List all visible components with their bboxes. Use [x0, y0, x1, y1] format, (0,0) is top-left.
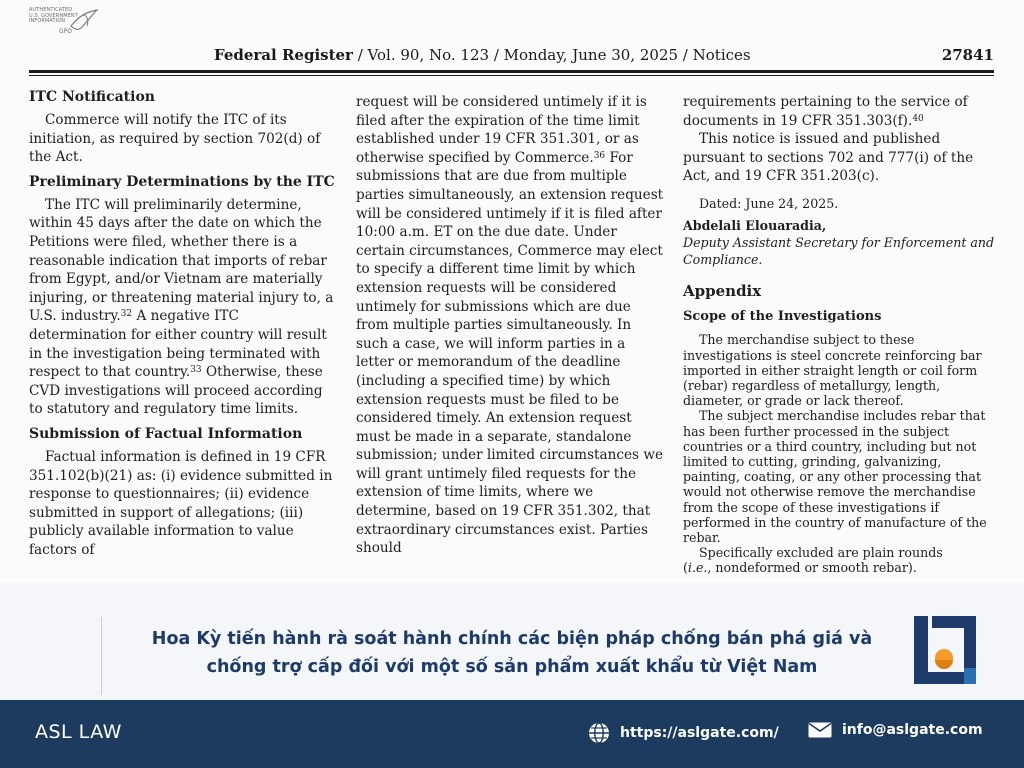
- section-heading: ITC Notification: [29, 89, 155, 105]
- paragraph: This notice is issued and published pursuant to sections 702 and 777(i) of the Act, and 19 CFR 351.203(c).: [683, 131, 974, 185]
- website-link[interactable]: [588, 722, 779, 744]
- signer-name: Abdelali Elouaradia,: [683, 217, 827, 233]
- paragraph: request will be considered untimely if it is filed after the expiration of the time limit established under 19 CFR 351.301, or as otherwise specified by Commerce.$^{36}$ For submissions that are due from multiple parties simultaneously, an extension request will be considered untimely if it is filed after 10:00 a.m. ET on the due date. Under certain circumstances, Commerce may elect to specify a different time limit by which extension requests will be considered untimely for submissions which are due from multiple parties simultaneously. In such a case, we will inform parties in a letter or memorandum of the deadline (including a specified time) by which extension requests must be filed to be considered timely. An extension request must be made in a separate, standalone submission; under limited circumstances we will grant untimely filed requests for the extension of time limits, where we determine, based on 19 CFR 351.302, that extraordinary circumstances exist. Parties should: [356, 94, 664, 557]
- gpo-mark: GPO: [59, 28, 72, 35]
- paragraph: Specifically excluded are plain rounds: [699, 545, 943, 561]
- page-header: [29, 46, 994, 68]
- footnote-ref: 32: [120, 309, 133, 320]
- column-1: [29, 88, 335, 559]
- brand-name: ASL LAW: [35, 721, 122, 743]
- eagle-icon: [69, 8, 99, 34]
- globe-icon: [588, 722, 610, 744]
- column-3: [683, 93, 995, 576]
- section-heading: Submission of Factual Information: [29, 425, 303, 442]
- header-rule-thick: [29, 70, 994, 73]
- paragraph: The ITC will preliminarily determine, within 45 days after the date on which the Petitions were filed, whether there is a reasonable indication that imports of rebar from Egypt, and/or Vietnam are materially injuring, or threatening material injury to, a U.S. industry.$^{32}$ A negative ITC determination for either country will result in the investigation being terminated with respect to that country.$^{33}$ Otherwise, these CVD investigations will proceed according to statutory and regulatory time limits.: [29, 196, 334, 418]
- email-link[interactable]: [808, 722, 983, 738]
- mail-icon: [808, 722, 832, 738]
- email-address[interactable]: info@aslgate.com: [842, 722, 983, 738]
- article-title: Hoa Kỳ tiến hành rà soát hành chính các biện pháp chống bán phá giá và chống trợ cấp đối với một số sản phẩm xuất khẩu từ Việt Nam: [151, 629, 873, 677]
- paragraph: The subject merchandise includes rebar that has been further processed in the subject countries or a third country, including but not limited to cutting, grinding, galvanizing, painting, coating, or any other processing that would not otherwise remove the merchandise from the scope of these investigations if performed in the country of manufacture of the rebar.: [683, 408, 987, 545]
- header-rule-thin: [29, 75, 994, 76]
- signer-title: Deputy Assistant Secretary for Enforcement and Compliance.: [683, 235, 995, 267]
- footer-bar: [0, 700, 1024, 768]
- paragraph: The merchandise subject to these investigations is steel concrete reinforcing bar imported in either straight length or coil form (rebar) regardless of metallurgy, length, diameter, or grade or lack thereof.: [683, 332, 982, 409]
- publication-name: Federal Register: [214, 46, 353, 64]
- banner-divider: [101, 617, 102, 695]
- gpo-text: AUTHENTICATED U.S. GOVERNMENT INFORMATION: [29, 7, 78, 25]
- gpo-authentication-logo: [29, 6, 101, 40]
- footnote-ref: 40: [912, 113, 924, 124]
- column-2: [356, 93, 666, 558]
- section-heading: Preliminary Determinations by the ITC: [29, 173, 335, 190]
- header-citation: [214, 46, 751, 64]
- paragraph: (i.e., nondeformed or smooth rebar).: [683, 560, 917, 576]
- dated-line: Dated: June 24, 2025.: [699, 195, 839, 211]
- asl-logo-icon: [906, 614, 984, 686]
- issue-info: / Vol. 90, No. 123 / Monday, June 30, 2025 / Notices: [352, 46, 751, 64]
- paragraph: Factual information is defined in 19 CFR 351.102(b)(21) as: (i) evidence submitted in response to questionnaires; (ii) evidence submitted in support of allegations; (iii) publicly available information to value factors of: [29, 448, 333, 558]
- scope-heading: Scope of the Investigations: [683, 309, 882, 325]
- page-number: 27841: [941, 46, 994, 64]
- website-url[interactable]: https://aslgate.com/: [620, 725, 779, 741]
- appendix-heading: Appendix: [683, 282, 762, 301]
- footnote-ref: 36: [593, 150, 606, 161]
- paragraph: Commerce will notify the ITC of its initiation, as required by section 702(d) of the Act.: [29, 112, 321, 166]
- paragraph: requirements pertaining to the service of documents in 19 CFR 351.303(f).$^{40}$: [683, 94, 968, 129]
- footnote-ref: 33: [190, 365, 202, 376]
